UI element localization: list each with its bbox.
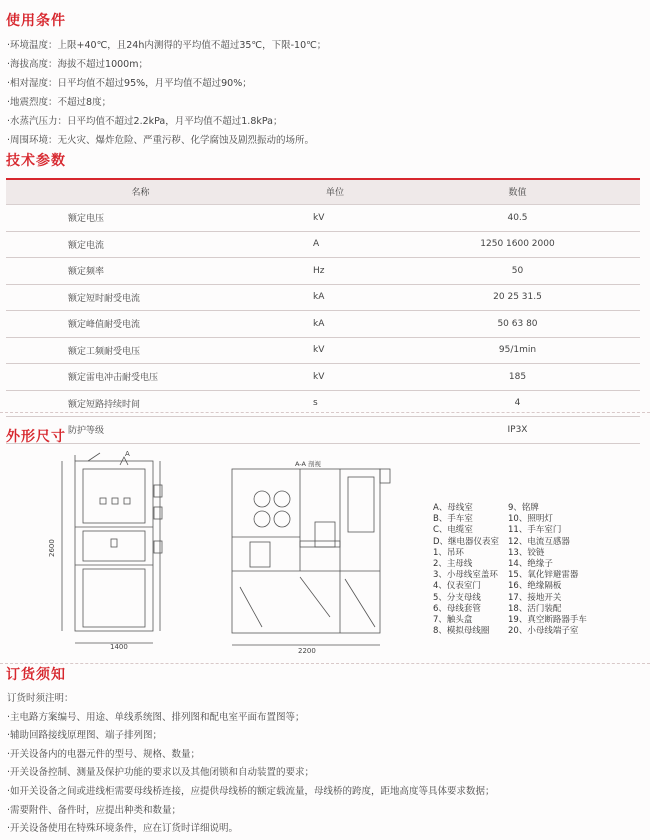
spec-table <box>6 178 640 444</box>
legend-item: 18、活门装配 <box>508 603 562 614</box>
legend-item: 13、铰链 <box>508 547 545 558</box>
usage-item: ·相对湿度：日平均值不超过95%，月平均值不超过90%； <box>7 78 252 89</box>
legend-item: 16、绝缘隔板 <box>508 581 562 592</box>
spec-header-name: 名称 <box>6 178 275 205</box>
legend-item: 7、触头盒 <box>433 615 473 626</box>
legend-item: 15、氧化锌避雷器 <box>508 570 579 581</box>
order-item: ·开关设备控制、测量及保护功能的要求以及其他闭锁和自动装置的要求； <box>7 767 315 779</box>
row-value: 1250 1600 2000 <box>395 231 640 258</box>
front-view <box>62 453 162 643</box>
row-name: 额定雷电冲击耐受电压 <box>6 364 275 391</box>
row-name: 额定电压 <box>6 205 275 232</box>
row-name: 额定峰值耐受电流 <box>6 311 275 338</box>
divider <box>0 412 650 413</box>
row-unit: kA <box>275 311 395 338</box>
row-unit: A <box>275 231 395 258</box>
table-row <box>6 231 640 258</box>
row-value: 95/1min <box>395 337 640 364</box>
row-value: IP3X <box>395 417 640 444</box>
tech-title: 技术参数 <box>6 153 66 169</box>
side-depth-dim: 2200 <box>298 647 316 655</box>
row-value: 50 63 80 <box>395 311 640 338</box>
row-name: 防护等级 <box>6 417 275 444</box>
legend-item: 4、仪表室门 <box>433 581 481 592</box>
row-unit: Hz <box>275 258 395 285</box>
legend-item: C、电缆室 <box>433 525 473 536</box>
divider <box>0 663 650 664</box>
row-unit: kV <box>275 364 395 391</box>
row-value: 50 <box>395 258 640 285</box>
order-title: 订货须知 <box>6 667 66 683</box>
legend-item: 5、分支母线 <box>433 592 481 603</box>
row-value: 185 <box>395 364 640 391</box>
usage-list <box>7 36 637 150</box>
front-width-dim: 1400 <box>110 643 128 651</box>
legend-item: 12、电流互感器 <box>508 536 570 547</box>
legend-item: 9、铭牌 <box>508 503 539 513</box>
row-name: 额定电流 <box>6 231 275 258</box>
legend-item: D、继电器仪表室 <box>433 536 500 547</box>
spec-header-row <box>6 178 640 205</box>
legend-item: 17、接地开关 <box>508 592 562 603</box>
usage-item: ·地震烈度：不超过8度； <box>7 97 112 108</box>
row-unit: kA <box>275 284 395 311</box>
legend-left <box>433 503 499 637</box>
row-value: 4 <box>395 390 640 417</box>
usage-item: ·海拔高度：海拔不超过1000m； <box>7 59 148 70</box>
order-item: ·开关设备使用在特殊环境条件，应在订货时详细说明。 <box>7 823 239 835</box>
row-unit: kV <box>275 337 395 364</box>
usage-item: ·水蒸汽压力：日平均值不超过2.2kPa，月平均值不超过1.8kPa； <box>7 116 283 127</box>
order-item: ·开关设备内的电器元件的型号、规格、数量； <box>7 748 201 760</box>
legend-item: B、手车室 <box>433 514 473 525</box>
legend-item: 6、母线套管 <box>433 603 481 614</box>
order-item: ·辅助回路接线原理图、端子排列图； <box>7 730 163 742</box>
usage-item: ·环境温度：上限+40℃，且24h内测得的平均值不超过35℃，下限-10℃； <box>7 40 327 51</box>
legend-item: 14、绝缘子 <box>508 559 553 570</box>
row-name: 额定工频耐受电压 <box>6 337 275 364</box>
spec-header-unit: 单位 <box>275 178 395 205</box>
legend-item: A、母线室 <box>433 503 473 513</box>
row-value: 20 25 31.5 <box>395 284 640 311</box>
front-height-dim: 2600 <box>48 539 56 557</box>
table-row <box>6 311 640 338</box>
order-item: 订货时须注明： <box>7 693 74 704</box>
section-arrow-label: A <box>125 450 130 458</box>
legend-item: 1、吊环 <box>433 547 464 558</box>
dims-title: 外形尺寸 <box>6 429 66 445</box>
row-unit <box>275 417 395 444</box>
row-unit: kV <box>275 205 395 232</box>
legend-item: 20、小母线端子室 <box>508 626 579 637</box>
table-row <box>6 364 640 391</box>
order-item: ·如开关设备之间或进线柜需要母线桥连接，应提供母线桥的额定载流量，母线桥的跨度，距地高度等具体要求数据； <box>7 785 495 797</box>
order-item: ·主电路方案编号、用途、单线系统图、排列图和配电室平面布置图等； <box>7 711 305 723</box>
legend-right <box>508 503 587 637</box>
legend-item: 2、主母线 <box>433 559 473 570</box>
legend-item: 10、照明灯 <box>508 514 553 525</box>
order-list <box>7 690 637 839</box>
row-name: 额定短路持续时间 <box>6 390 275 417</box>
table-row <box>6 205 640 232</box>
legend-item: 19、真空断路器手车 <box>508 615 587 626</box>
row-unit: s <box>275 390 395 417</box>
table-accent-bar <box>6 178 640 180</box>
table-row <box>6 417 640 444</box>
table-row <box>6 337 640 364</box>
row-value: 40.5 <box>395 205 640 232</box>
spec-header-value: 数值 <box>395 178 640 205</box>
table-row <box>6 258 640 285</box>
legend-item: 3、小母线室盖环 <box>433 570 498 581</box>
row-name: 额定短时耐受电流 <box>6 284 275 311</box>
row-name: 额定频率 <box>6 258 275 285</box>
usage-item: ·周围环境：无火灾、爆炸危险、严重污秽、化学腐蚀及剧烈振动的场所。 <box>7 135 315 146</box>
order-item: ·需要附件、备件时，应提出种类和数量； <box>7 804 182 816</box>
usage-title: 使用条件 <box>6 13 66 29</box>
legend-item: 8、模拟母线圈 <box>433 626 490 637</box>
table-row <box>6 284 640 311</box>
legend-item: 11、手车室门 <box>508 525 562 536</box>
side-view <box>232 469 390 645</box>
section-label: A-A 剖视 <box>295 460 322 468</box>
